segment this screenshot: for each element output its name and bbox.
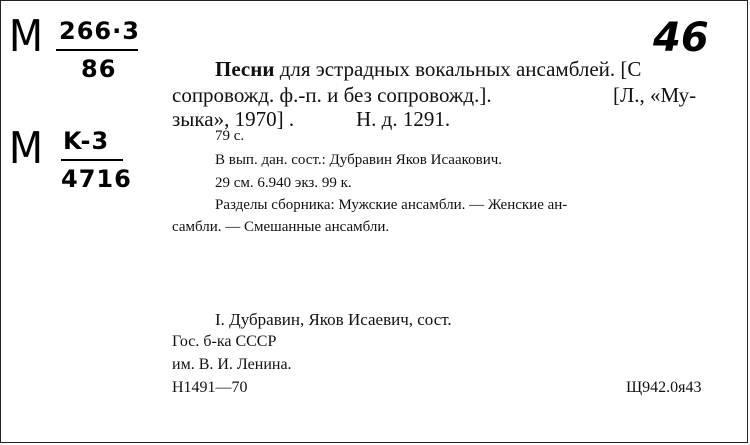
compiler: В вып. дан. сост.: Дубравин Яков Исаакович. (215, 152, 503, 168)
title-rest: для эстрадных вокальных ансамблей. [С (279, 57, 642, 81)
record-line-2-right: [Л., «Му- (613, 83, 697, 107)
shelf-mark-2-bottom: 4716 (61, 165, 132, 193)
sections-line-1: Разделы сборника: Мужские ансамбли. — Женские ан- (215, 197, 568, 213)
record-line-2: сопровожд. ф.-п. и без сопровожд.]. (172, 83, 492, 107)
classification-code: Щ942.0я43 (626, 379, 702, 396)
shelf-mark-1-top: 266·3 (59, 17, 140, 45)
pages: 79 с. (215, 128, 245, 144)
library-line-2: им. В. И. Ленина. (172, 356, 292, 373)
shelf-mark-2-top: K-3 (63, 127, 110, 155)
physical-description: 29 см. 6.940 экз. 99 к. (215, 175, 352, 191)
title-line (215, 59, 641, 80)
library-line-1: Гос. б-ка СССР (172, 333, 277, 350)
record-line-3-right: Н. д. 1291. (356, 107, 451, 131)
shelf-mark-2-rule (61, 159, 123, 161)
sections-line-2: самбли. — Смешанные ансамбли. (172, 219, 390, 235)
tracing: I. Дубравин, Яков Исаевич, сост. (215, 310, 452, 329)
shelf-mark-2-letter: M (8, 123, 44, 174)
shelf-mark-1-rule (56, 49, 138, 51)
card-number: Н1491—70 (172, 379, 248, 396)
shelf-mark-1-letter: M (8, 11, 44, 62)
shelf-mark-1-bottom: 86 (81, 55, 117, 83)
corner-handwritten-number: 46 (653, 15, 709, 61)
title-bold: Песни (215, 57, 275, 81)
record-line-3-left: зыка», 1970] . (172, 107, 295, 131)
